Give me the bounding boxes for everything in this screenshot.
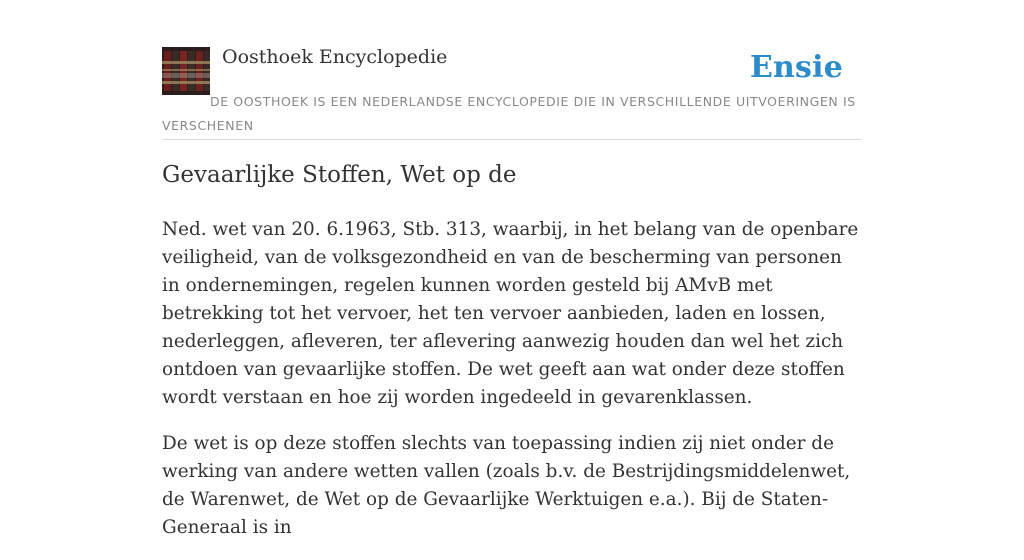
brand-logo[interactable]: Ensie [749, 50, 843, 85]
article-body [162, 216, 862, 560]
encyclopedia-books-icon [162, 47, 210, 95]
site-tagline: DE OOSTHOEK IS EEN NEDERLANDSE ENCYCLOPEDIE DIE IN VERSCHILLENDE UITVOERINGEN IS VERSCHENEN [162, 94, 856, 133]
article-paragraph: Ned. wet van 20. 6.1963, Stb. 313, waarbij, in het belang van de openbare veiligheid, van de volksgezondheid en van de bescherming van personen in ondernemingen, regelen kunnen worden gesteld bij AMvB met betrekking tot het vervoer, het ten vervoer aanbieden, laden en lossen, nederleggen, afleveren, ter aflevering aanwezig houden dan wel het zich ontdoen van gevaarlijke stoffen. De wet geeft aan wat onder deze stoffen wordt verstaan en hoe zij worden ingedeeld in gevarenklassen. [162, 219, 859, 408]
page [162, 0, 862, 538]
site-header [162, 0, 862, 140]
article-paragraph: De wet is op deze stoffen slechts van toepassing indien zij niet onder de werking van andere wetten vallen (zoals b.v. de Bestrijdingsmiddelenwet, de Warenwet, de Wet op de Gevaarlijke Werktuigen e.a.). Bij de Staten-Generaal is in [162, 433, 851, 538]
site-title[interactable]: Oosthoek Encyclopedie [222, 46, 448, 68]
avatar[interactable] [162, 47, 210, 95]
article-title: Gevaarlijke Stoffen, Wet op de [162, 162, 517, 188]
